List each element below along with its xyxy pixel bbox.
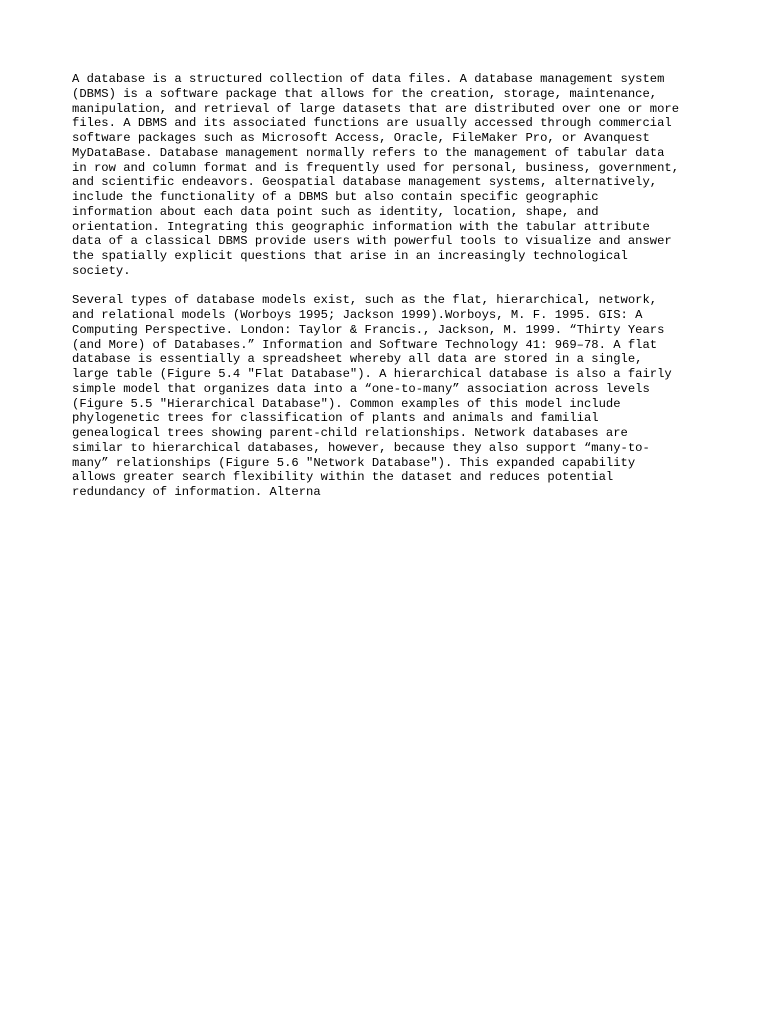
text-line: database is essentially a spreadsheet whereby all data are stored in a single, <box>72 352 643 367</box>
text-line: redundancy of information. Alterna <box>72 485 321 499</box>
text-line: include the functionality of a DBMS but also contain specific geographic <box>72 190 599 204</box>
paragraph-gap <box>72 279 712 294</box>
text-line: many” relationships (Figure 5.6 "Network Database"). This expanded capability <box>72 455 636 470</box>
text-line: MyDataBase. Database management normally refers to the management of tabular data <box>72 145 665 160</box>
text-line: simple model that organizes data into a “one-to-many” association across levels <box>72 381 650 396</box>
text-line: files. A DBMS and its associated functions are usually accessed through commercial <box>72 116 672 131</box>
text-line: and relational models (Worboys 1995; Jackson 1999).Worboys, M. F. 1995. GIS: A <box>72 308 643 322</box>
text-line: large table (Figure 5.4 "Flat Database"). A hierarchical database is also a fairly <box>72 367 672 381</box>
text-line: (DBMS) is a software package that allows for the creation, storage, maintenance, <box>72 86 658 101</box>
text-line: and scientific endeavors. Geospatial database management systems, alternatively, <box>72 175 658 190</box>
text-line: in row and column format and is frequently used for personal, business, government, <box>72 160 680 175</box>
text-line: software packages such as Microsoft Access, Oracle, FileMaker Pro, or Avanquest <box>72 131 650 145</box>
text-line: orientation. Integrating this geographic information with the tabular attribute <box>72 219 650 234</box>
text-line: manipulation, and retrieval of large datasets that are distributed over one or more <box>72 101 680 116</box>
text-line: society. <box>72 263 131 278</box>
text-line: (Figure 5.5 "Hierarchical Database"). Common examples of this model include <box>72 396 621 411</box>
text-line: genealogical trees showing parent-child relationships. Network databases are <box>72 426 628 440</box>
text-line: information about each data point such as identity, location, shape, and <box>72 204 599 219</box>
document-page <box>72 72 712 500</box>
paragraph-1 <box>72 72 712 279</box>
text-line: Several types of database models exist, such as the flat, hierarchical, network, <box>72 293 658 308</box>
paragraph-2 <box>72 293 712 500</box>
text-line: data of a classical DBMS provide users with powerful tools to visualize and answer <box>72 234 672 249</box>
text-line: similar to hierarchical databases, however, because they also support “many-to- <box>72 440 650 455</box>
text-line: allows greater search flexibility within the dataset and reduces potential <box>72 470 614 485</box>
text-line: Computing Perspective. London: Taylor & Francis., Jackson, M. 1999. “Thirty Years <box>72 322 665 337</box>
text-line: the spatially explicit questions that arise in an increasingly technological <box>72 249 628 263</box>
text-line: phylogenetic trees for classification of plants and animals and familial <box>72 411 599 426</box>
text-line: A database is a structured collection of data files. A database management system <box>72 72 665 86</box>
text-line: (and More) of Databases.” Information and Software Technology 41: 969–78. A flat <box>72 337 658 352</box>
